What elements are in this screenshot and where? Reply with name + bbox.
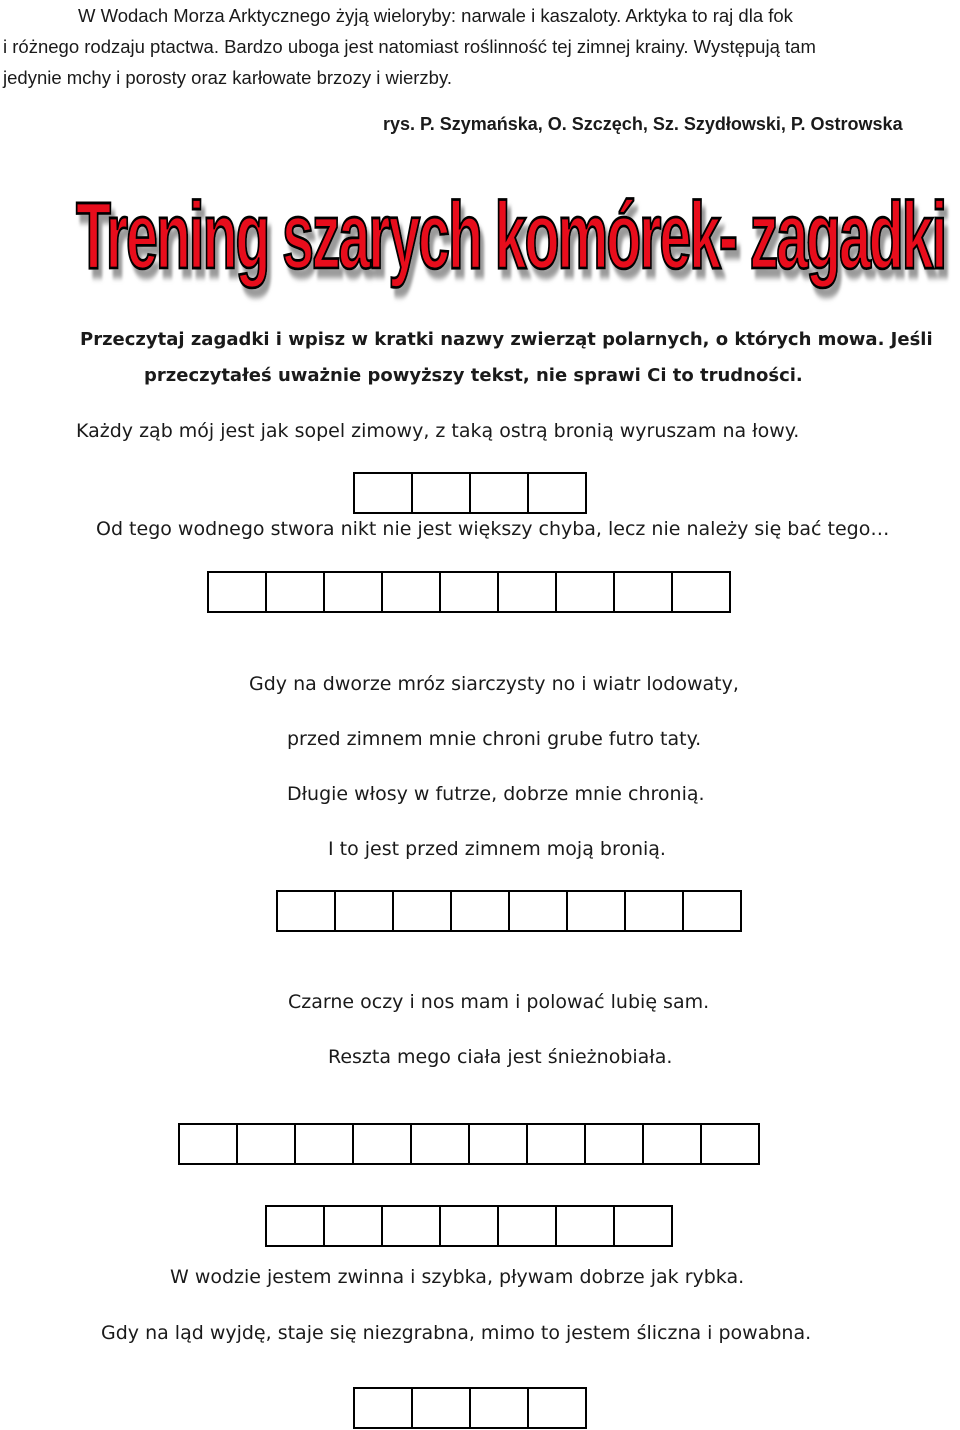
answer-cell[interactable]: [278, 892, 336, 930]
answer-grid-2[interactable]: [207, 571, 731, 613]
answer-cell[interactable]: [441, 573, 499, 611]
answer-cell[interactable]: [354, 1125, 412, 1163]
answer-cell[interactable]: [238, 1125, 296, 1163]
answer-cell[interactable]: [383, 1207, 441, 1245]
answer-cell[interactable]: [586, 1125, 644, 1163]
illustration-credits: rys. P. Szymańska, O. Szczęch, Sz. Szydłowski, P. Ostrowska: [383, 114, 903, 134]
answer-cell[interactable]: [413, 1389, 471, 1427]
answer-cell[interactable]: [413, 474, 471, 512]
answer-cell[interactable]: [528, 1125, 586, 1163]
intro-line-1: W Wodach Morza Arktycznego żyją wieloryby: narwale i kaszaloty. Arktyka to raj dla fok: [78, 5, 793, 26]
riddle-3-line-4: I to jest przed zimnem moją bronią.: [328, 838, 666, 860]
answer-grid-1[interactable]: [353, 472, 587, 514]
answer-cell[interactable]: [336, 892, 394, 930]
answer-cell[interactable]: [510, 892, 568, 930]
riddle-1-text: Każdy ząb mój jest jak sopel zimowy, z taką ostrą bronią wyruszam na łowy.: [76, 420, 800, 442]
riddle-3-line-2: przed zimnem mnie chroni grube futro taty.: [287, 728, 702, 750]
answer-cell[interactable]: [355, 1389, 413, 1427]
answer-cell[interactable]: [441, 1207, 499, 1245]
answer-cell[interactable]: [684, 892, 742, 930]
riddle-3-line-1: Gdy na dworze mróz siarczysty no i wiatr lodowaty,: [249, 673, 739, 695]
answer-cell[interactable]: [267, 1207, 325, 1245]
answer-cell[interactable]: [209, 573, 267, 611]
answer-cell[interactable]: [529, 1389, 587, 1427]
answer-cell[interactable]: [471, 1389, 529, 1427]
answer-cell[interactable]: [499, 573, 557, 611]
riddle-3-line-3: Długie włosy w futrze, dobrze mnie chronią.: [287, 783, 705, 805]
intro-line-2: i różnego rodzaju ptactwa. Bardzo uboga jest natomiast roślinność tej zimnej krainy. Występują tam: [3, 36, 816, 57]
intro-text: [3, 0, 953, 93]
answer-cell[interactable]: [452, 892, 510, 930]
answer-grid-6[interactable]: [353, 1387, 587, 1429]
riddle-2-text: Od tego wodnego stwora nikt nie jest większy chyba, lecz nie należy się bać tego…: [96, 518, 890, 540]
answer-cell[interactable]: [394, 892, 452, 930]
answer-cell[interactable]: [470, 1125, 528, 1163]
riddle-5-line-1: W wodzie jestem zwinna i szybka, pływam dobrze jak rybka.: [170, 1266, 745, 1288]
instructions-line-2: przeczytałeś uważnie powyższy tekst, nie sprawi Ci to trudności.: [144, 365, 803, 386]
answer-cell[interactable]: [499, 1207, 557, 1245]
instructions-line-1: Przeczytaj zagadki i wpisz w kratki nazwy zwierząt polarnych, o których mowa. Jeśli: [80, 329, 933, 350]
riddle-4-line-2: Reszta mego ciała jest śnieżnobiała.: [328, 1046, 673, 1068]
answer-cell[interactable]: [615, 1207, 673, 1245]
answer-cell[interactable]: [355, 474, 413, 512]
answer-cell[interactable]: [529, 474, 587, 512]
answer-cell[interactable]: [180, 1125, 238, 1163]
answer-cell[interactable]: [557, 1207, 615, 1245]
answer-cell[interactable]: [412, 1125, 470, 1163]
answer-cell[interactable]: [383, 573, 441, 611]
answer-grid-3[interactable]: [276, 890, 742, 932]
answer-cell[interactable]: [471, 474, 529, 512]
answer-cell[interactable]: [644, 1125, 702, 1163]
intro-line-3: jedynie mchy i porosty oraz karłowate brzozy i wierzby.: [3, 67, 452, 88]
answer-grid-5[interactable]: [265, 1205, 673, 1247]
answer-cell[interactable]: [568, 892, 626, 930]
answer-cell[interactable]: [673, 573, 731, 611]
wordart-title: [70, 160, 960, 310]
answer-cell[interactable]: [325, 1207, 383, 1245]
riddle-4-line-1: Czarne oczy i nos mam i polować lubię sam.: [288, 991, 710, 1013]
answer-cell[interactable]: [267, 573, 325, 611]
answer-cell[interactable]: [296, 1125, 354, 1163]
riddle-5-line-2: Gdy na ląd wyjdę, staje się niezgrabna, mimo to jestem śliczna i powabna.: [101, 1322, 812, 1344]
title-text: Trening szarych komórek- zagadki: [76, 183, 946, 290]
answer-cell[interactable]: [626, 892, 684, 930]
answer-cell[interactable]: [615, 573, 673, 611]
answer-cell[interactable]: [557, 573, 615, 611]
answer-cell[interactable]: [325, 573, 383, 611]
answer-grid-4[interactable]: [178, 1123, 760, 1165]
answer-cell[interactable]: [702, 1125, 760, 1163]
